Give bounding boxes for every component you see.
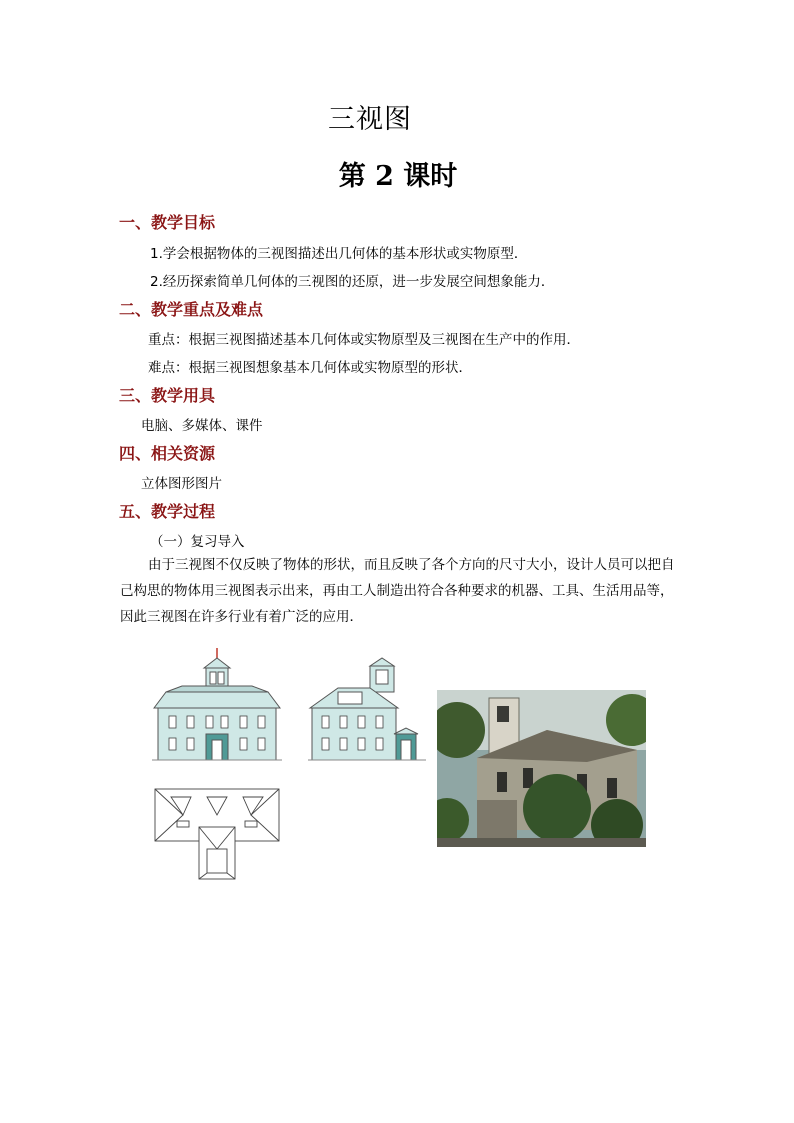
process-paragraph: 由于三视图不仅反映了物体的形状，而且反映了各个方向的尺寸大小，设计人员可以把自己构思的物体用三视图表示出来，再由工人制造出符合各种要求的机器、工具、生活用品等，因此三视图在许多行业有着广泛的应用． bbox=[120, 557, 675, 625]
difficulty-text: 难点：根据三视图想象基本几何体或实物原型的形状． bbox=[148, 360, 472, 376]
tools-text: 电脑、多媒体、课件 bbox=[141, 418, 263, 434]
side-view-drawing bbox=[308, 648, 428, 768]
resources-text: 立体图形图片 bbox=[141, 476, 222, 492]
goal-item-2: 2.经历探索简单几何体的三视图的还原，进一步发展空间想象能力． bbox=[150, 274, 555, 290]
goal-item-1: 1.学会根据物体的三视图描述出几何体的基本形状或实物原型． bbox=[150, 246, 528, 262]
lesson-subtitle: 第 2 课时 bbox=[338, 161, 458, 192]
process-subheading: （一）复习导入 bbox=[150, 534, 245, 550]
section-heading-keypoints: 二、教学重点及难点 bbox=[119, 300, 264, 319]
building-photo bbox=[437, 690, 646, 847]
focus-text: 重点：根据三视图描述基本几何体或实物原型及三视图在生产中的作用． bbox=[148, 332, 580, 348]
section-heading-resources: 四、相关资源 bbox=[119, 444, 216, 463]
top-view-drawing bbox=[153, 787, 283, 881]
page-title: 三视图 bbox=[328, 104, 412, 135]
section-heading-tools: 三、教学用具 bbox=[119, 386, 216, 405]
section-heading-process: 五、教学过程 bbox=[119, 502, 216, 521]
front-view-drawing bbox=[152, 648, 282, 768]
section-heading-goals: 一、教学目标 bbox=[119, 213, 216, 232]
